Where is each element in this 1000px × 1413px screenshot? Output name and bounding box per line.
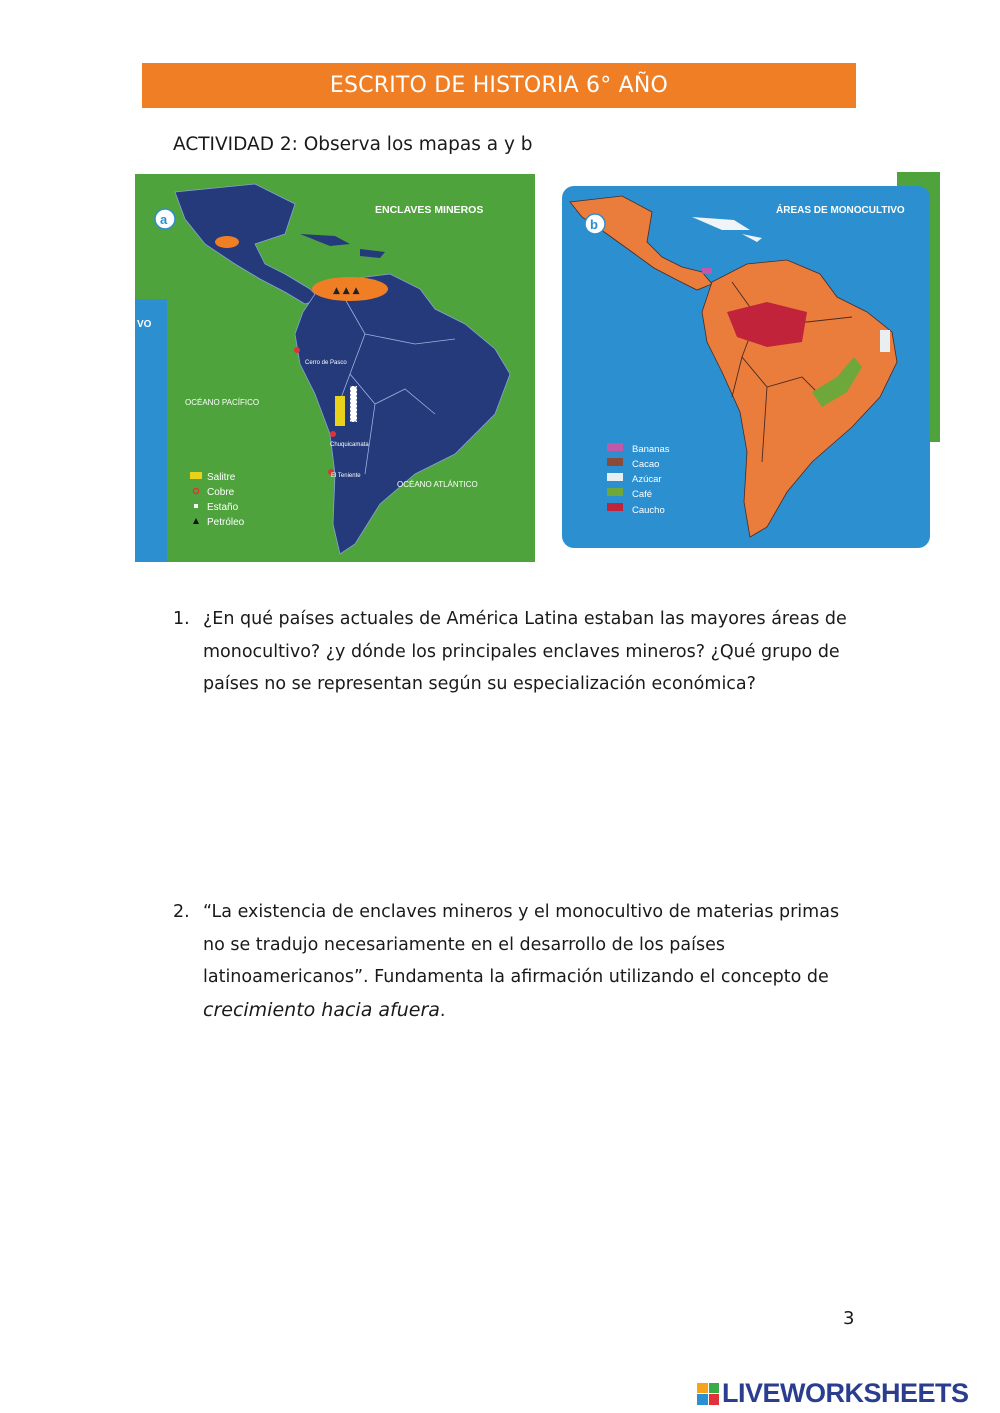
map-a-edge-label: VO [137,319,152,330]
map-a-legend-estano: Estaño [207,502,239,513]
question-1-text: ¿En qué países actuales de América Latina estaban las mayores áreas de monocultivo? ¿y dónde los principales enclaves mineros? ¿Qué grupo de países no se representan según su especialización económica? [203,609,847,694]
activity-heading: ACTIVIDAD 2: Observa los mapas a y b [173,134,533,155]
map-a-ocean-pacific: OCÉANO PACÍFICO [185,398,260,407]
map-a-title: ENCLAVES MINEROS [375,204,484,216]
map-b-monoculture-areas [562,172,940,556]
map-a-legend-cobre: Cobre [207,487,235,498]
map-b-legend-bananas: Bananas [632,444,670,455]
map-b-legend-cacao: Cacao [632,459,660,470]
header-bar [142,63,856,108]
map-a-place-teniente: El Teniente [331,473,361,479]
question-2-end: . [439,1000,446,1021]
question-2-body [203,896,863,1027]
question-2-text: “La existencia de enclaves mineros y el monocultivo de materias primas no se tradujo necesariamente en el desarrollo de los países latinoamericanos”. Fundamenta la afirmación utilizando el concepto de [203,902,840,987]
page-title: ESCRITO DE HISTORIA 6° AÑO [329,73,669,98]
question-1-number: 1. [173,609,190,629]
brand-logo[interactable] [697,1378,969,1409]
svg-text:▲ ▲ ▲: ▲ ▲ ▲ [333,286,360,296]
map-a-place-chuqui: Chuquicamata [330,442,369,448]
map-b-legend-cafe: Café [632,489,653,500]
map-a-place-cerro: Cerro de Pasco [305,360,347,366]
map-b-badge: b [590,217,598,232]
question-2 [173,896,863,1027]
map-a-legend-petroleo: Petróleo [207,517,245,528]
question-1 [173,603,863,701]
page-number: 3 [843,1308,855,1329]
map-b-title: ÁREAS DE MONOCULTIVO [776,205,905,216]
map-b-legend-azucar: Azúcar [632,474,662,485]
map-b-legend-caucho: Caucho [632,505,665,516]
question-2-number: 2. [173,902,190,922]
brand-grid-icon [697,1383,719,1405]
question-2-emphasis: crecimiento hacia afuera [203,998,440,1021]
map-a-badge: a [160,212,168,227]
map-a-ocean-atlantic: OCÉANO ATLÁNTICO [397,480,478,489]
map-a-legend-salitre: Salitre [207,472,236,483]
brand-name: LIVEWORKSHEETS [722,1378,969,1408]
map-a-mining-enclaves [135,174,535,562]
